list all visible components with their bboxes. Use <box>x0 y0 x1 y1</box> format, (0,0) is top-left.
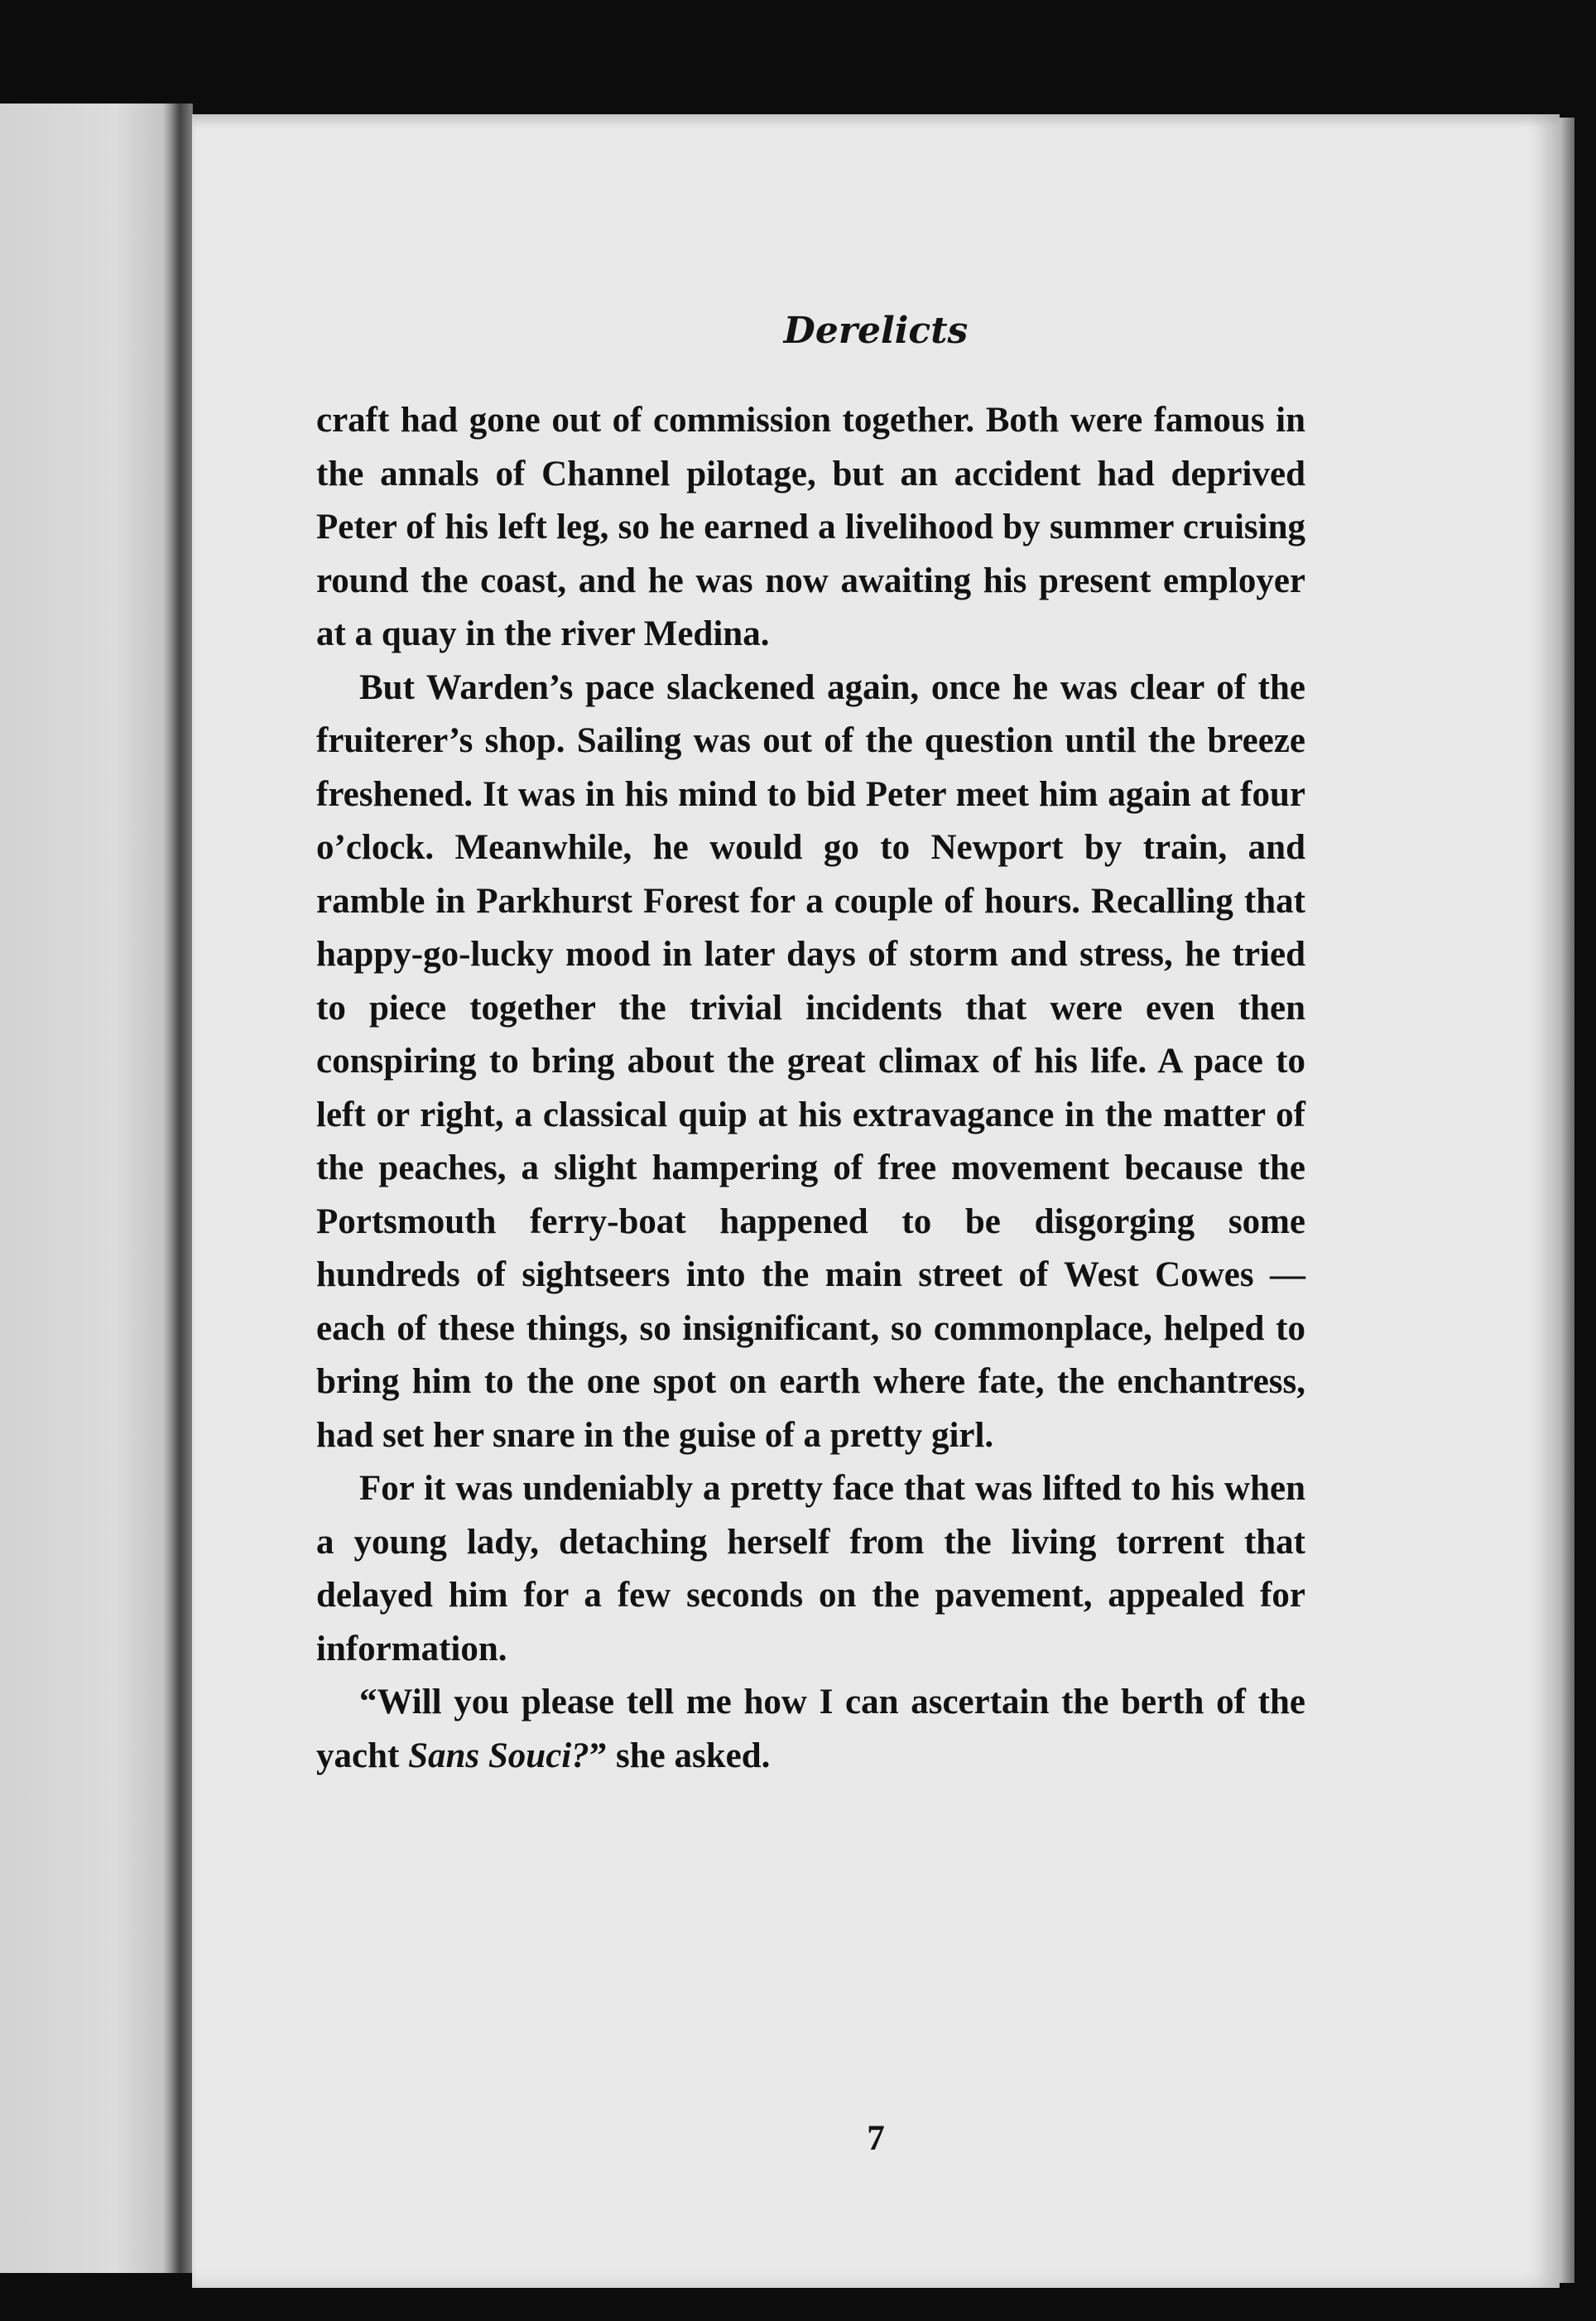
book-page <box>192 114 1560 2288</box>
dialogue-tag: ” she asked. <box>589 1736 771 1775</box>
page-number: 7 <box>867 2119 885 2158</box>
dialogue-text: “Will you please tell me how I can ascertain the berth of the yacht <box>316 1683 1305 1775</box>
book-gutter <box>170 104 193 2273</box>
page-fore-edge <box>1560 118 1574 2283</box>
paragraph-1: craft had gone out of commission together. Both were famous in the annals of Channel pilotage, but an accident had deprived Peter of his left leg, so he earned a livelihood by summer cruising round the coast, and he was now awaiting his present employer at a quay in the river Medina. <box>316 401 1305 653</box>
facing-page-edge <box>0 104 192 2273</box>
body-text <box>316 394 1305 1783</box>
yacht-name: Sans Souci? <box>408 1736 589 1775</box>
paragraph-4 <box>316 1676 1305 1783</box>
running-head: Derelicts <box>783 310 969 352</box>
paragraph-3: For it was undeniably a pretty face that was lifted to his when a young lady, detaching herself from the living torrent that delayed him for a few seconds on the pavement, appealed for information. <box>316 1469 1305 1669</box>
paragraph-2: But Warden’s pace slackened again, once he was clear of the fruiterer’s shop. Sailing was out of the question until the breeze freshened. It was in his mind to bid Peter meet him again at four o’clock. Meanwhile, he would go to Newport by train, and ramble in Parkhurst Forest for a couple of hours. Recalling that happy-go-lucky mood in later days of storm and stress, he tried to piece together the trivial incidents that were even then conspiring to bring about the great climax of his life. A pace to left or right, a classical quip at his extravagance in the matter of the peaches, a slight hampering of free movement because the Portsmouth ferry-boat happened to be disgorging some hundreds of sightseers into the main street of West Cowes — each of these things, so insignificant, so commonplace, helped to bring him to the one spot on earth where fate, the enchantress, had set her snare in the guise of a pretty girl. <box>316 667 1305 1455</box>
